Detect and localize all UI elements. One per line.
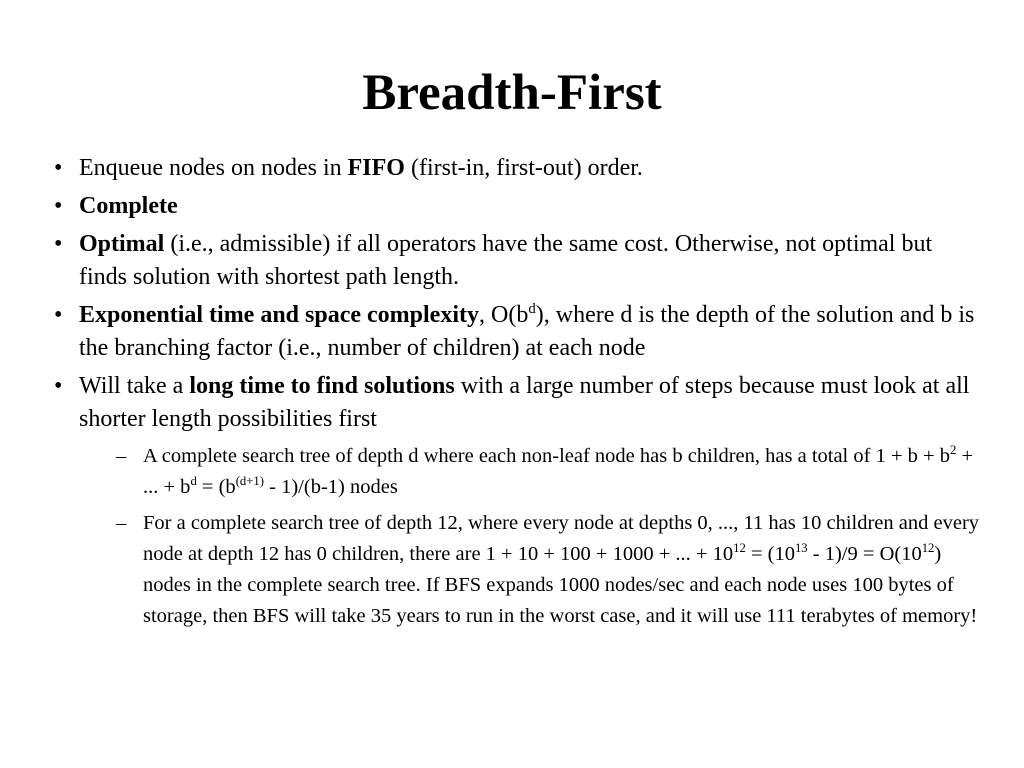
sub-bullet-text: = (10 xyxy=(745,543,795,565)
bullet-mark: • xyxy=(54,155,63,181)
bullet-text: ), where d is the depth of the solution and b is the branching factor (i.e., number of children) at each node xyxy=(79,302,975,361)
sub-bullet-tree-size xyxy=(79,441,982,503)
bullet-fifo xyxy=(52,152,982,185)
bullet-mark: • xyxy=(54,231,63,257)
bullet-mark: • xyxy=(54,193,63,219)
bullet-text: with a large number of steps because must look at all shorter length possibilities first xyxy=(79,373,970,432)
superscript: d xyxy=(528,300,536,317)
bullet-bold-text: FIFO xyxy=(347,155,405,181)
bullet-text: (first-in, first-out) order. xyxy=(404,155,643,181)
bullet-complete xyxy=(52,190,982,223)
bullet-text: Enqueue nodes on nodes in xyxy=(79,155,348,181)
slide-title: Breadth-First xyxy=(362,65,662,121)
superscript: 12 xyxy=(921,541,935,556)
dash-mark: – xyxy=(116,512,127,534)
sub-bullet-text: = (b xyxy=(196,476,236,498)
bullet-optimal xyxy=(52,228,982,294)
bullet-exponential xyxy=(52,299,982,365)
bullet-list xyxy=(52,152,982,632)
sub-bullet-text: - 1)/9 = O(10 xyxy=(807,543,922,565)
sub-bullet-text: A complete search tree of depth d where each non-leaf node has b children, has a total of 1 + b + b xyxy=(143,445,950,467)
superscript: 2 xyxy=(949,443,957,458)
sub-bullet-depth-12-example xyxy=(79,508,982,632)
bullet-mark: • xyxy=(54,302,63,328)
bullet-text: Will take a xyxy=(79,373,190,399)
bullet-long-time xyxy=(52,370,982,632)
sub-bullet-text: + ... + b xyxy=(143,445,973,498)
superscript: (d+1) xyxy=(235,474,265,489)
bullet-bold-text: Complete xyxy=(79,193,178,219)
superscript: d xyxy=(190,474,197,489)
dash-mark: – xyxy=(116,445,127,467)
sub-bullet-text: - 1)/(b-1) nodes xyxy=(264,476,398,498)
bullet-bold-text: Exponential time and space complexity xyxy=(79,302,479,328)
bullet-text: , O(b xyxy=(479,302,529,328)
sub-bullet-text: For a complete search tree of depth 12, where every node at depths 0, ..., 11 has 10 children and every node at depth 12 has 0 children, there are 1 + 10 + 100 + 1000 + ... + 10 xyxy=(143,512,980,565)
bullet-bold-text: Optimal xyxy=(79,231,165,257)
sub-bullet-text: ) nodes in the complete search tree. If BFS expands 1000 nodes/sec and each node uses 100 bytes of storage, then BFS will take 35 years to run in the worst case, and it will use 111 terabytes of memory! xyxy=(143,543,978,627)
bullet-mark: • xyxy=(54,373,63,399)
superscript: 13 xyxy=(794,541,808,556)
superscript: 12 xyxy=(733,541,746,556)
bullet-text: (i.e., admissible) if all operators have the same cost. Otherwise, not optimal but finds solution with shortest path length. xyxy=(79,231,933,290)
bullet-bold-text: long time to find solutions xyxy=(189,373,455,399)
